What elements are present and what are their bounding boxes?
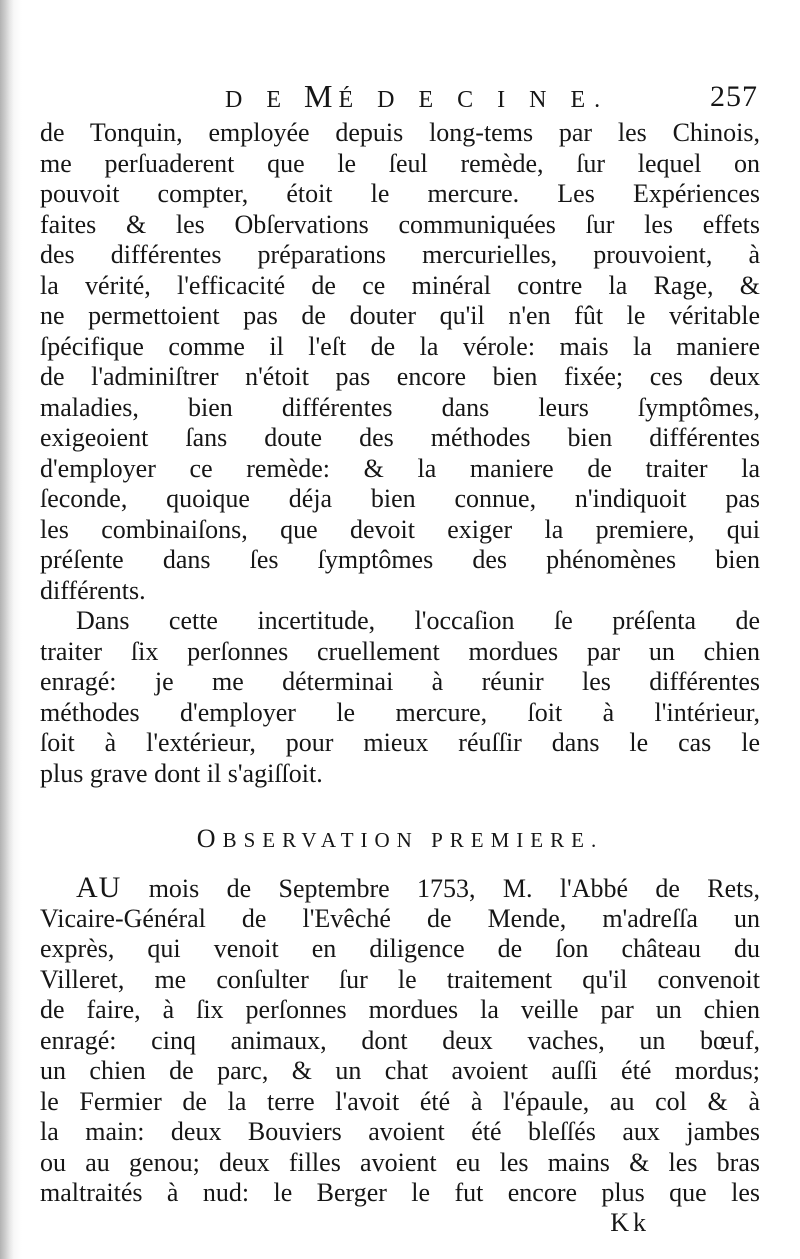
text-line: faites & les Obſervations communiquées ſur les effets	[40, 209, 760, 239]
paragraph-1	[40, 118, 760, 606]
text-line: la vérité, l'efficacité de ce minéral contre la Rage, &	[40, 270, 760, 300]
text-line: exprès, qui venoit en diligence de ſon château du	[40, 934, 760, 963]
text-line: maltraités à nud: le Berger le fut encore plus que les	[40, 1178, 760, 1207]
text-line: ou au genou; deux filles avoient eu les mains & les bras	[40, 1147, 760, 1177]
page-number: 257	[710, 80, 758, 113]
text-line: d'employer ce remède: & la maniere de traiter la	[40, 453, 760, 483]
text-line: de l'adminiſtrer n'étoit pas encore bien fixée; ces deux	[40, 362, 760, 391]
paragraph-3	[40, 873, 760, 1209]
opening-line-rest: mois de Septembre 1753, M. l'Abbé de Rets,	[148, 874, 760, 903]
text-line: ne permettoient pas de douter qu'il n'en fût le véritable	[40, 301, 760, 330]
text-line: Villeret, me conſulter ſur le traitement qu'il convenoit	[40, 964, 760, 994]
body-text-upper	[40, 118, 760, 789]
running-head-de: D E	[225, 87, 290, 113]
text-line: ſoit à l'extérieur, pour mieux réuſſir dans le cas le	[40, 728, 760, 757]
text-line: de Tonquin, employée depuis long-tems par les Chinois,	[40, 118, 760, 147]
running-head-title	[225, 78, 610, 115]
running-head-rest: É D E C I N E.	[338, 87, 610, 113]
text-line: me perſuaderent que le ſeul remède, ſur lequel on	[40, 148, 760, 178]
text-line	[40, 873, 760, 904]
text-line: différents.	[40, 575, 146, 605]
paragraph-2	[40, 606, 760, 789]
text-line: maladies, bien différentes dans leurs ſymptômes,	[40, 392, 760, 422]
section-heading-rest: BSERVATION PREMIERE.	[222, 828, 604, 852]
running-head	[0, 78, 800, 118]
section-heading	[0, 824, 800, 854]
text-line: préſente dans ſes ſymptômes des phénomènes bien	[40, 545, 760, 574]
text-line: enragé: je me déterminai à réunir les différentes	[40, 667, 760, 696]
text-line: ſeconde, quoique déja bien connue, n'indiquoit pas	[40, 484, 760, 513]
text-line: enragé: cinq animaux, dont deux vaches, un bœuf,	[40, 1025, 760, 1055]
text-line: plus grave dont il s'agiſſoit.	[40, 758, 323, 788]
text-line: exigeoient ſans doute des méthodes bien différentes	[40, 423, 760, 452]
text-line: le Fermier de la terre l'avoit été à l'épaule, au col & à	[40, 1086, 760, 1116]
section-heading-initial: O	[196, 824, 223, 853]
text-line: de faire, à ſix perſonnes mordues la veille par un chien	[40, 995, 760, 1024]
text-line: des différentes préparations mercurielles, prouvoient, à	[40, 240, 760, 269]
body-text-lower	[40, 873, 760, 1209]
text-line: méthodes d'employer le mercure, ſoit à l'intérieur,	[40, 697, 760, 727]
text-line: Dans cette incertitude, l'occaſion ſe préſenta de	[76, 606, 760, 635]
text-line: les combinaiſons, que devoit exiger la premiere, qui	[40, 514, 760, 544]
text-line: traiter ſix perſonnes cruellement mordues par un chien	[40, 636, 760, 666]
signature-mark: Kk	[610, 1208, 650, 1237]
opening-word: AU	[76, 871, 122, 904]
spine-shadow	[0, 0, 14, 1259]
text-line: la main: deux Bouviers avoient été bleſſés aux jambes	[40, 1117, 760, 1146]
text-line: Vicaire-Général de l'Evêché de Mende, m'adreſſa un	[40, 903, 760, 933]
running-head-m: M	[304, 78, 339, 114]
text-line: ſpécifique comme il l'eſt de la vérole: mais la maniere	[40, 331, 760, 361]
text-line: pouvoit compter, étoit le mercure. Les Expériences	[40, 179, 760, 208]
text-line: un chien de parc, & un chat avoient auſſi été mordus;	[40, 1056, 760, 1085]
